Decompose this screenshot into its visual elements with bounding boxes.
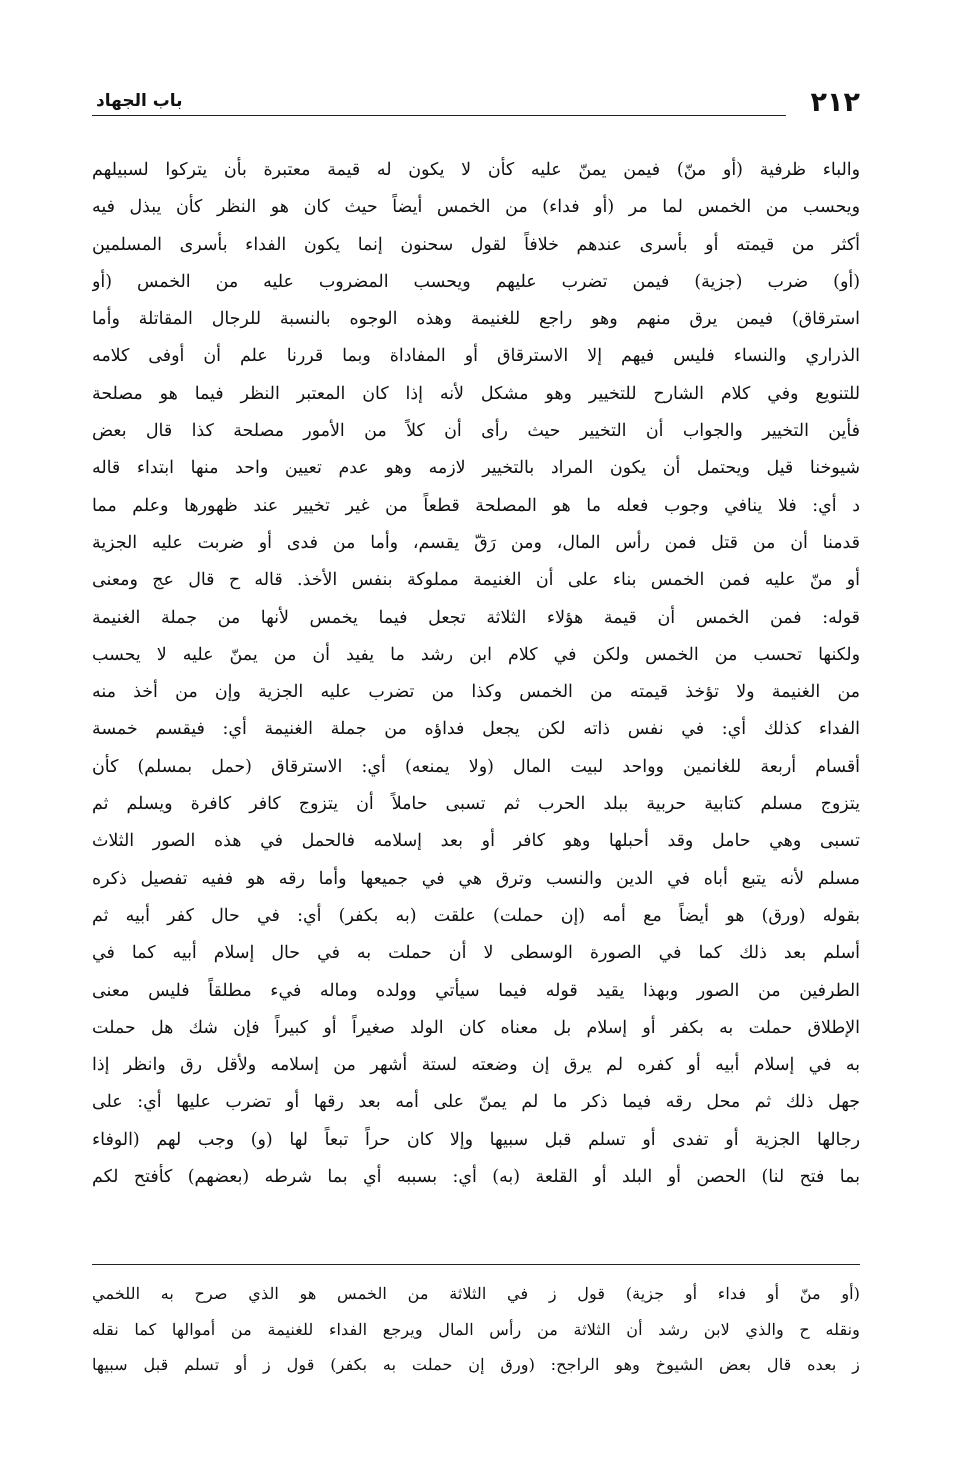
- text-line: بما فتح لنا) الحصن أو البلد أو القلعة (به) أي: بسببه أي بما شرطه (بعضهم) كأفتح لكم: [92, 1167, 860, 1188]
- text-line: الطرفين من الصور وبهذا يقيد قوله فيما سيأتي وولده وماله فيء مطلقاً فليس معنى: [92, 980, 860, 1001]
- footnote-line: (أو منّ أو فداء أو جزية) قول ز في الثلاثة من الخمس هو الذي صرح به اللخمي: [92, 1284, 860, 1303]
- main-text: [92, 152, 860, 1196]
- text-line: الإطلاق حملت به بكفر أو إسلام بل معناه كان الولد صغيراً أو كبيراً فإن شك هل حملت: [92, 1017, 860, 1038]
- text-line: الذراري والنساء فليس فيهم إلا الاسترقاق أو المفاداة وبما قررنا علم أن أوفى كلامه: [92, 346, 860, 367]
- text-line: الفداء كذلك أي: في نفس ذاته لكن يجعل فداؤه من جملة الغنيمة أي: فيقسم خمسة: [92, 719, 860, 740]
- text-line: رجالها الجزية أو تفدى أو تسلم قبل سبيها وإلا كان حراً تبعاً لها (و) وجب لهم (الوفاء: [92, 1129, 860, 1150]
- text-line: أكثر من قيمته أو بأسرى عندهم خلافاً لقول سحنون إنما يكون الفداء بأسرى المسلمين: [92, 234, 860, 255]
- text-line: قوله: فمن الخمس أن قيمة هؤلاء الثلاثة تجعل فيما يخمس لأنها من جملة الغنيمة: [92, 607, 860, 628]
- footnote-line: ز بعده قال بعض الشيوخ وهو الراجح: (ورق إن حملت به بكفر) قول ز أو تسلم قبل سبيها: [92, 1355, 860, 1374]
- text-line: د أي: فلا ينافي وجوب فعله ما هو المصلحة قطعاً من غير تخيير عند ظهورها وعلم مما: [92, 495, 860, 516]
- text-line: للتنويع وفي كلام الشارح للتخيير وهو مشكل لأنه إذا كان المعتبر النظر فيما هو مصلحة: [92, 383, 860, 404]
- running-header: [92, 86, 860, 120]
- header-rule: [92, 115, 786, 116]
- text-line: جهل ذلك ثم محل رقه فيما ذكر ما لم يمنّ على أمه بعد رقها أو تضرب عليها أي: على: [92, 1092, 860, 1113]
- text-line: أقسام أربعة للغانمين وواحد لبيت المال (ولا يمنعه) أي: الاسترقاق (حمل بمسلم) كأن: [92, 756, 860, 777]
- text-line: ولكنها تحسب من الخمس ولكن في كلام ابن رشد ما يفيد أن من يمنّ عليه لا يحسب: [92, 644, 860, 665]
- chapter-title: باب الجهاد: [92, 88, 183, 114]
- footnote-line: ونقله ح والذي لابن رشد أن الثلاثة من رأس المال ويرجع الفداء للغنيمة من أموالها كما نقله: [92, 1319, 860, 1339]
- text-line: (أو) ضرب (جزية) فيمن تضرب عليهم ويحسب المضروب عليه من الخمس (أو: [92, 271, 860, 292]
- text-line: شيوخنا قيل ويحتمل أن يكون المراد بالتخيير لازمه وهو عدم تعيين واحد منها ابتداء قاله: [92, 458, 860, 479]
- text-line: أسلم بعد ذلك كما في الصورة الوسطى لا أن حملت به في حال إسلام أبيه كما في: [92, 943, 860, 964]
- text-line: استرقاق) فيمن يرق منهم وهو راجع للغنيمة وهذه الوجوه بالنسبة للرجال المقاتلة وأما: [92, 309, 860, 330]
- text-line: من الغنيمة ولا تؤخذ قيمته من الخمس وكذا من تضرب عليه الجزية وإن من أخذ منه: [92, 682, 860, 703]
- text-line: قدمنا أن من قتل فمن رأس المال، ومن رَقّ يقسم، وأما من فدى أو ضربت عليه الجزية: [92, 532, 860, 553]
- text-line: فأين التخيير والجواب أن التخيير حيث رأى أن كلاً من الأمور مصلحة كذا قال بعض: [92, 421, 860, 442]
- footnote-separator: [92, 1264, 860, 1265]
- text-line: والباء ظرفية (أو منّ) فيمن يمنّ عليه كأن لا يكون له قيمة معتبرة بأن يتركوا لسبيلهم: [92, 160, 860, 180]
- text-line: به في إسلام أبيه أو كفره لم يرق إن وضعته لستة أشهر من إسلامه ولأقل رق وانظر إذا: [92, 1055, 860, 1076]
- text-line: تسبى وهي حامل وقد أحبلها وهو كافر أو بعد إسلامه فالحمل في هذه الصور الثلاث: [92, 831, 860, 852]
- text-line: بقوله (ورق) هو أيضاً مع أمه (إن حملت) علقت (به بكفر) أي: في حال كفر أبيه ثم: [92, 905, 860, 926]
- text-line: أو منّ عليه فمن الخمس بناء على أن الغنيمة مملوكة بنفس الأخذ. قاله ح قال عج ومعنى: [92, 570, 860, 591]
- text-line: ويحسب من الخمس لما مر (أو فداء) من الخمس أيضاً حيث كان هو النظر كأن يبذل فيه: [92, 197, 860, 218]
- footnotes: [92, 1276, 860, 1383]
- page-number: ٢١٢: [810, 87, 860, 118]
- text-line: يتزوج مسلم كتابية حربية ببلد الحرب ثم تسبى حاملاً أن يتزوج كافر كافرة ويسلم ثم: [92, 794, 860, 815]
- text-line: مسلم لأنه يتبع أباه في الدين والنسب وترق هي في جميعها وأما رقه هو ففيه تفصيل ذكره: [92, 868, 860, 889]
